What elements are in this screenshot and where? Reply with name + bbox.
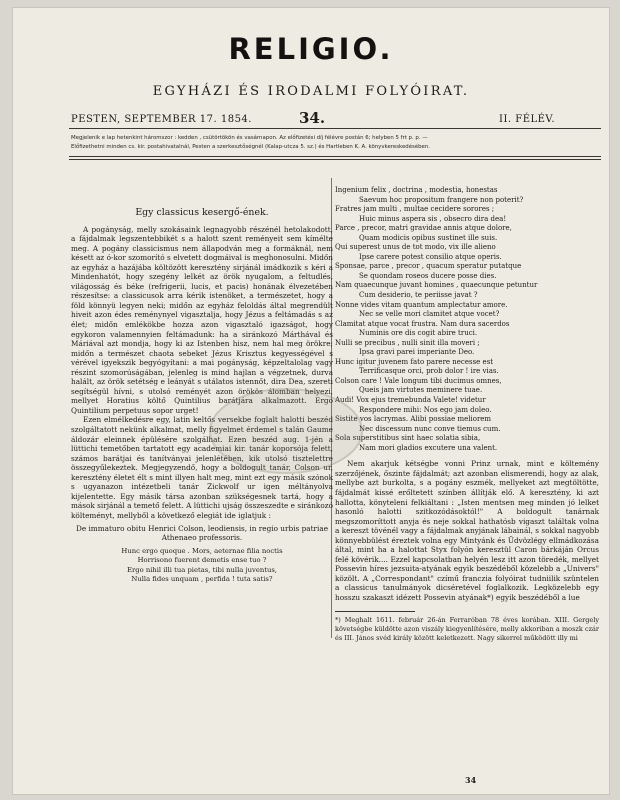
article-title: Egy classicus kesergő-ének. — [135, 207, 269, 218]
poem-line: Hunc igitur juvenem fato parere necesse est — [335, 357, 494, 366]
poem-line: Horrisono fuerent demetis ense tuo ? — [137, 556, 267, 565]
poem-right — [335, 186, 599, 453]
semester-label: II. FÉLÉV. — [499, 114, 556, 125]
poem-line: Numinis ore dis cogit abire truci. — [359, 329, 478, 338]
page-number: 34 — [465, 775, 477, 785]
masthead-title: RELIGIO. — [228, 32, 394, 66]
poem-line: Nam mori gladios excutere una valent. — [359, 443, 498, 452]
poem-line: Clamitat atque vocat frustra. Nam dura sacerdos — [335, 319, 510, 328]
footnote-rule — [335, 611, 415, 612]
poem-line: Ergo nihil illi tua pietas, tibi nulla juventus, — [127, 565, 277, 574]
right-column — [335, 186, 599, 643]
newspaper-page — [13, 8, 609, 794]
poem-heading: De immaturo obitu Henrici Colson, leodiensis, in regio urbis patriae Athenaeo professoris. — [75, 523, 329, 543]
poem-line: Terrificasque orci, prob dolor ! ire vias. — [359, 367, 499, 376]
footnote: *) Meghalt 1611. február 26-án Ferraróban 78 éves korában. XIII. Gergely követségbe küldötte azon viszály kiegyenlítésére, melly akkoriban a moszk czár és III. János svéd király között keletkezett. Nagy sikerrel működött illy mi — [335, 615, 599, 642]
poem-line: Nonne vides vitam quantum amplectatur amore. — [335, 300, 508, 309]
poem-line: Nulla fides unquam , perfida ! tuta satis? — [131, 575, 273, 584]
poem-line: Audi! Vox ejus tremebunda Valete! videtur — [335, 396, 486, 405]
poem-line: Quam modicis opibus sustinet ille suis. — [359, 233, 498, 242]
poem-line: Huic minus aspera sis , obsecro dira dea! — [359, 214, 507, 223]
article-paragraph-1: A pogányság, melly szokásaink legnagyobb részénél hetolakodott, a fájdalmak legszentebbikét s a halott szent reményeit sem kímélte meg. A pogány classicismus nem állapodván meg a formáknál, nem késett az ó-kor szomorító s elvetett dogmáival is meghonosulni. Midőn az egyház a hazájába költözött keresztény sirjánál imádkozik s kéri a Mindenhatót, hogy szegény lelkét az örök nyugalom, a feltudlés, világosság és béke (refrigerii, lucis, et pacis) honának élvezetében részesítse: a classicusok arra kérik istenöket, a természetet, hogy a föld könnyü legyen neki; midőn az egyház feloldás által megrendült hiveit azon édes reménynyel vigasztalja, hogy Jézus a feltámadás s az élet; midőn emlékökbe hozza azon vigasztaló igazságot, hogy egykoron valamennyien feltámadunk: ha a siránkozó Márthával és Máriával azt mondja, hogy ki az Istenben hisz, nem hal meg örökre; midőn a természet chaota sebeket Jézus Krisztus kegyességével s vérével igyekszik begyógyítani: a mai pogányság, képzeltalolag vagy részint szomorúságában, jelenleg is mind hajlan a végzetnek, durva halált, az örök setétség e leányát s utálatos istennőt, dira Dea, szereti segítségül hívni, s utolsó reményét azon örökös álomban helyezi, mellyet Horatius költő Quintilius barátjára alkalmazott. Ergo Quintilium perpetuus sopor urget! — [71, 224, 333, 415]
poem-line: Nec discessum nunc conve tiemus cum. — [359, 424, 501, 433]
masthead-subtitle: EGYHÁZI ÉS IRODALMI FOLYÓIRAT. — [152, 84, 470, 99]
poem-line: Parce , precor, matri gravidae annis atque dolore, — [335, 224, 512, 233]
poem-line: Hunc ergo quoque . Mors, aeternae filia noctis — [121, 546, 283, 555]
header-rule-top — [69, 128, 601, 129]
poem-line: Cum desiderio, te periisse javat ? — [359, 291, 478, 300]
dateline: PESTEN, SEPTEMBER 17. 1854. — [71, 114, 252, 125]
poem-line: Sola superstitibus sint haec solatia sibia, — [335, 434, 481, 443]
poem-line: Qui superest unus de tot modo, vix ille alieno — [335, 243, 496, 252]
poem-line: Nam quaecunque juvant homines , quaecunque petuntur — [335, 281, 538, 290]
poem-line: Queis jam virtutes meminere tuae. — [359, 386, 483, 395]
poem-line: Nec se velle mori clamitet atque vocet? — [359, 310, 500, 319]
subscription-notice — [71, 134, 599, 152]
poem-line: Ipsa gravi parei imperiante Deo. — [359, 348, 475, 357]
notice-line-1: Megjelenik e lap hetenkint háromszor : kedden , csütörtökön és vasárnapon. Az előfizetési díj félévre postán 6; helyben 5 frt p. p. — — [71, 135, 428, 141]
poem-line: Ipse carere potest consilio atque operis. — [359, 252, 502, 261]
issue-number: 34. — [299, 109, 326, 127]
poem-line: Sponsae, parce , precor , quacum speratur putatque — [335, 262, 522, 271]
poem-line: Colson care ! Vale longum tibi ducimus omnes, — [335, 376, 502, 385]
library-stamp — [209, 388, 363, 474]
poem-line: Ingenium felix , doctrina , modestia, honestas — [335, 186, 498, 194]
poem-left — [71, 547, 333, 585]
poem-line: Nulli se precibus , nulli sinit illa moveri ; — [335, 338, 480, 347]
header-rule-bottom — [69, 156, 601, 157]
header-rule-bottom-double — [69, 159, 601, 160]
notice-line-2: Előfizethetni minden cs. kir. postahivatalnál, Pesten a szerkesztőségnél (Kalap-utcza 5. sz.) és Hartleben K. A. könyvkereskedésében. — [71, 144, 431, 150]
article-paragraph-3: Nem akarjuk kétségbe vonni Prinz urnak, mint e költemény szerzőjének, őszinte fájdalmát; azt azonban elismerendi, hogy az alak, mellybe azt burkolta, s a pogány eszmék, mellyeket azt megtöltötte, fájdalmát kissé erőltetett színben állítják elő. A keresztény, ki azt hallotta, könyteleni felkiáltani : „Isten mentsen meg minden jó lelket hasonló halotti szitkozódásoktól!" A boldogult tanárnak megszomoríttott anyja és neje sokkal hathatósb vigaszt találtak volna a kereszt tövénél vagy a fájdalmak anyjának lábainál, s sokkal nagyobb könnyebbülést éreztek volna egy Mintyánk és Üdvözlégy ellmádkozása által, mint ha a halottat Styx folyón keresztül Caron bárkáján Orcus felé kövérik.... Ezzel kapcsolatban helyén lesz itt azon töredék, mellyet Possevin híres jezsuita-atyának egyik beszédéből közelebb a „Univers" közölt. A „Correspondant" czímű franczia folyóirat tudniilik szüntelen a classicus tanulmányok dicséretével foglalkozik. Legközelebb egy hosszu szakaszt idézett Possevin atyának*) egyik beszédéből a lue — [335, 459, 599, 602]
poem-line: Respondere mihi: Nos ego jam doleo. — [359, 405, 492, 414]
poem-line: Saevum hoc propositum frangere non poterit? — [359, 195, 524, 204]
poem-line: Se quondam roseos ducere posse dies. — [359, 271, 497, 280]
poem-line: Fratres jam multi , multae cecidere sorores ; — [335, 205, 495, 214]
article-paragraph-2: Ezen elmélkedésre egy, latin keltős versekbe foglalt halotti beszéd szolgáltatott nekünk alkalmat, melly figyelmet érdemel s talán Gaume áldozár eleinnek épülésére szolgálhat. Ezen beszéd aug. 1-jén a lüttichi temetőben tartatott egy academiai kir. tanár koporsója felett, számos barátjai és tanítványai jelenlétében, kik utolsó tisztelettre összegyűlekeztek. Megjegyzendő, hogy a boldogult tanár, Colson ur, keresztény életet élt s mint illyen halt meg, mint ezt egy másik szónok s ugyanazon intézetbeli tanár Zickwolf ur igen méltányolva kijelentette. Egy másik társa azonban szükségesnek tartá, hogy a mások sirjánál a temető felett. A lüttichi ujság összeszedte e siránkozó költeményt, mellyből a következő elegiát ide iglatjuk : — [71, 415, 333, 520]
poem-line: Sistite vos lacrymas. Alibi possiae meliorem — [335, 415, 492, 424]
